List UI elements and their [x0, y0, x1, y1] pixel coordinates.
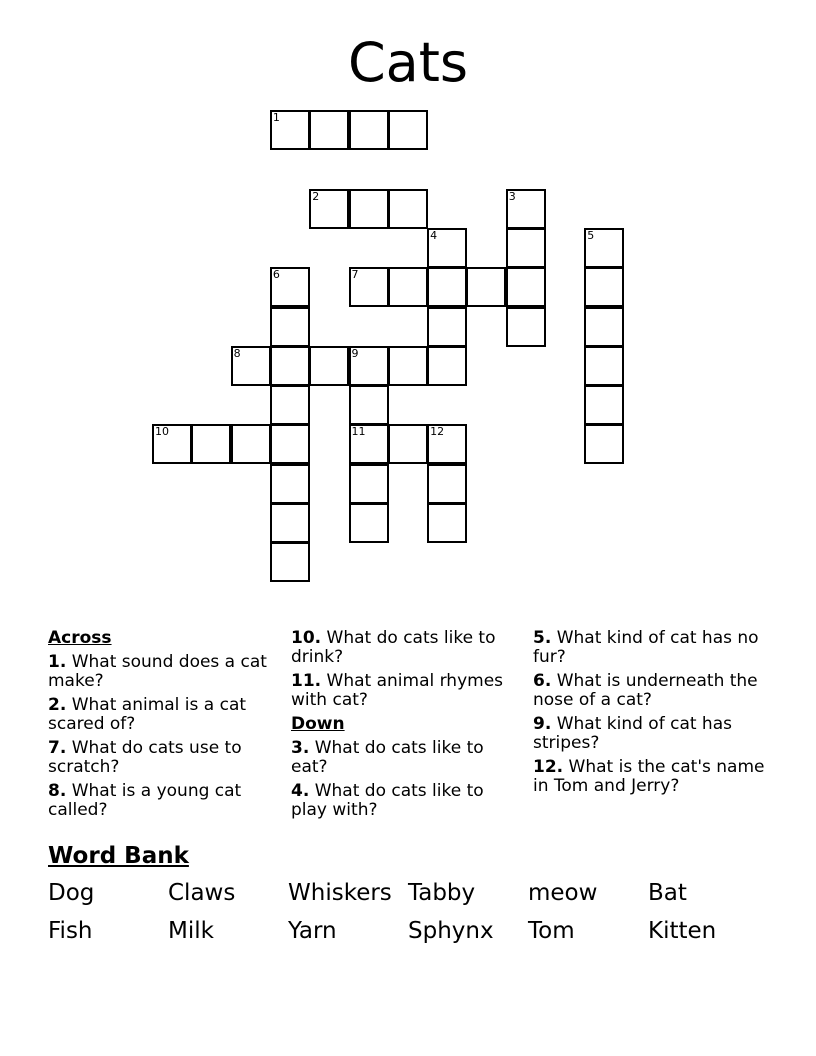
crossword-cell[interactable]: [506, 189, 546, 229]
clue-down-4: [291, 782, 516, 820]
crossword-cell[interactable]: [584, 424, 624, 464]
word-bank-item: Bat: [648, 880, 687, 906]
word-bank-item: Fish: [48, 918, 93, 944]
clue-number: 5.: [533, 628, 552, 648]
cell-clue-number: 9: [351, 346, 359, 360]
crossword-cell[interactable]: [584, 385, 624, 425]
cell-clue-number: 2: [312, 189, 320, 203]
clue-text: What sound does a cat make?: [48, 652, 267, 691]
word-bank-item: Dog: [48, 880, 95, 906]
crossword-cell[interactable]: [349, 110, 389, 150]
clue-text: What is the cat's name in Tom and Jerry?: [533, 757, 765, 796]
clue-text: What do cats like to play with?: [291, 781, 484, 820]
crossword-cell[interactable]: [506, 228, 546, 268]
cell-clue-number: 6: [272, 268, 280, 282]
clue-text: What is a young cat called?: [48, 781, 242, 820]
clue-text: What kind of cat has no fur?: [533, 628, 759, 667]
crossword-cell[interactable]: [152, 424, 192, 464]
cell-clue-number: 7: [351, 268, 359, 282]
crossword-cell[interactable]: [349, 424, 389, 464]
crossword-cell[interactable]: [309, 346, 349, 386]
crossword-cell[interactable]: [584, 307, 624, 347]
across-heading: Across: [48, 628, 112, 648]
clue-across-2: [48, 696, 273, 734]
clue-number: 11.: [291, 671, 322, 691]
clue-across-8: [48, 782, 273, 820]
word-bank-title: Word Bank: [48, 843, 189, 869]
clue-text: What animal rhymes with cat?: [291, 671, 504, 710]
crossword-cell[interactable]: [270, 346, 310, 386]
clue-column-2: [291, 629, 516, 825]
crossword-cell[interactable]: [506, 307, 546, 347]
crossword-cell[interactable]: [270, 385, 310, 425]
crossword-cell[interactable]: [270, 464, 310, 504]
crossword-cell[interactable]: [388, 346, 428, 386]
clue-text: What animal is a cat scared of?: [48, 695, 247, 734]
clue-text: What do cats use to scratch?: [48, 738, 242, 777]
clue-column-1: [48, 629, 273, 825]
word-bank-item: Sphynx: [408, 918, 494, 944]
clue-down-12: [533, 758, 773, 796]
clue-text: What is underneath the nose of a cat?: [533, 671, 758, 710]
crossword-cell[interactable]: [388, 267, 428, 307]
clue-number: 3.: [291, 738, 310, 758]
clue-column-3: [533, 629, 773, 801]
clue-number: 7.: [48, 738, 67, 758]
crossword-cell[interactable]: [427, 503, 467, 543]
clue-down-5: [533, 629, 773, 667]
word-bank-item: Milk: [168, 918, 214, 944]
cell-clue-number: 1: [272, 111, 280, 124]
word-bank-item: Yarn: [288, 918, 337, 944]
crossword-cell[interactable]: [427, 424, 467, 464]
crossword-cell[interactable]: [270, 267, 310, 307]
puzzle-title: Cats: [347, 31, 469, 94]
crossword-cell[interactable]: [388, 424, 428, 464]
crossword-cell[interactable]: [349, 385, 389, 425]
word-bank: [48, 880, 768, 956]
crossword-cell[interactable]: [506, 267, 546, 307]
clue-across-10: [291, 629, 516, 667]
crossword-cell[interactable]: [427, 267, 467, 307]
word-bank-item: meow: [528, 880, 598, 906]
cell-clue-number: 11: [351, 425, 366, 439]
word-bank-item: Whiskers: [288, 880, 392, 906]
cell-clue-number: 10: [155, 425, 169, 439]
word-bank-item: Kitten: [648, 918, 717, 944]
clue-number: 10.: [291, 628, 322, 648]
cell-clue-number: 12: [430, 425, 445, 439]
crossword-cell[interactable]: [584, 228, 624, 268]
cell-clue-number: 4: [430, 228, 438, 242]
crossword-cell[interactable]: [427, 228, 467, 268]
crossword-cell[interactable]: [349, 346, 389, 386]
crossword-cell[interactable]: [309, 110, 349, 150]
crossword-cell[interactable]: [270, 503, 310, 543]
crossword-cell[interactable]: [388, 189, 428, 229]
clue-across-1: [48, 653, 273, 691]
crossword-cell[interactable]: [231, 346, 271, 386]
cell-clue-number: 3: [508, 189, 516, 203]
crossword-cell[interactable]: [270, 542, 310, 582]
clue-number: 6.: [533, 671, 552, 691]
clue-number: 9.: [533, 714, 552, 734]
word-bank-item: Claws: [168, 880, 236, 906]
crossword-cell[interactable]: [349, 267, 389, 307]
word-bank-item: Tabby: [408, 880, 476, 906]
crossword-cell[interactable]: [270, 424, 310, 464]
cell-clue-number: 5: [587, 228, 595, 242]
clue-text: What do cats like to drink?: [291, 628, 496, 667]
crossword-cell[interactable]: [349, 503, 389, 543]
crossword-cell[interactable]: [427, 464, 467, 504]
clue-number: 1.: [48, 652, 67, 672]
crossword-cell[interactable]: [388, 110, 428, 150]
crossword-cell[interactable]: [309, 189, 349, 229]
crossword-cell[interactable]: [191, 424, 231, 464]
clue-number: 12.: [533, 757, 564, 777]
crossword-cell[interactable]: [270, 110, 310, 150]
clue-down-9: [533, 715, 773, 753]
clue-across-7: [48, 739, 273, 777]
cell-clue-number: 8: [233, 346, 241, 360]
clue-down-3: [291, 739, 516, 777]
down-heading: Down: [291, 714, 345, 734]
crossword-cell[interactable]: [466, 267, 506, 307]
crossword-cell[interactable]: [349, 464, 389, 504]
crossword-cell[interactable]: [584, 346, 624, 386]
clue-across-11: [291, 672, 516, 710]
clue-number: 2.: [48, 695, 67, 715]
crossword-cell[interactable]: [427, 307, 467, 347]
crossword-cell[interactable]: [270, 307, 310, 347]
clue-number: 4.: [291, 781, 310, 801]
clue-down-6: [533, 672, 773, 710]
crossword-cell[interactable]: [349, 189, 389, 229]
clue-text: What kind of cat has stripes?: [533, 714, 732, 753]
crossword-cell[interactable]: [584, 267, 624, 307]
clue-number: 8.: [48, 781, 67, 801]
word-bank-item: Tom: [528, 918, 575, 944]
clue-text: What do cats like to eat?: [291, 738, 484, 777]
crossword-cell[interactable]: [427, 346, 467, 386]
crossword-cell[interactable]: [231, 424, 271, 464]
